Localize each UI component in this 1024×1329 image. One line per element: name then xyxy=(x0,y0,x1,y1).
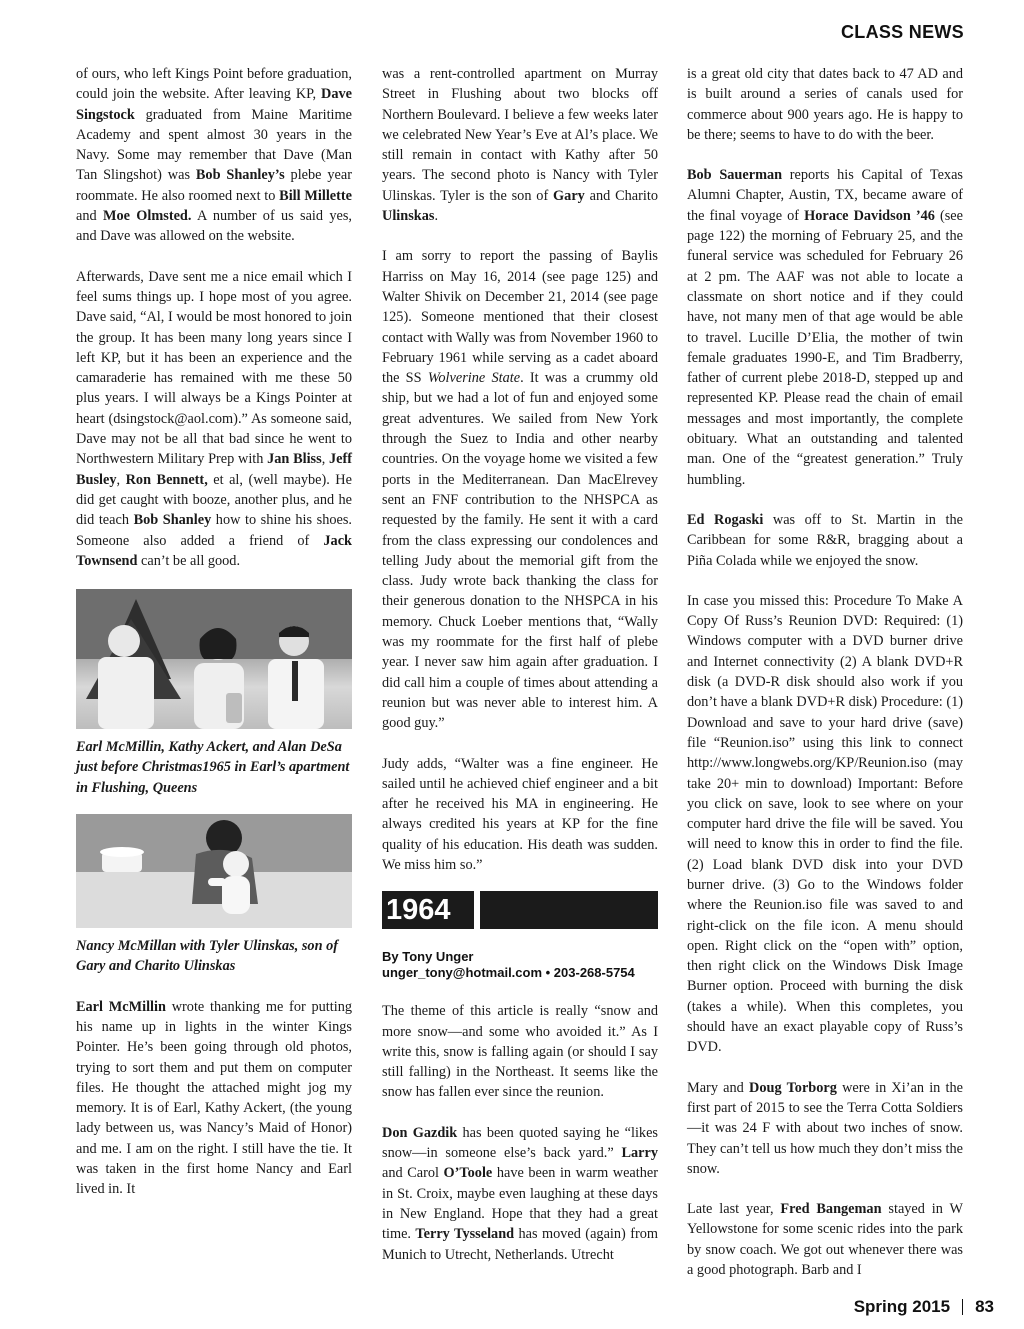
column-3 xyxy=(687,64,963,1280)
photo-nancy-tyler-image xyxy=(76,814,352,928)
photo-christmas-1965-image xyxy=(76,589,352,729)
text-run: In case you missed this: Procedure To Make A Copy Of Russ’s Reunion DVD: Required: (1) Windows computer with a DVD burner drive and Internet connectivity (2) A blank DVD+R disk (a DVD-R disk should also work if you don’t have a blank DVD+R disk) Procedure: (1) Download and save to your hard drive (save) file “Reunion.iso” using this link to connect http://www.longwebs.org/KP/Reunion.iso (may take 20+ min to download) Important: Before you click on save, look to see where on your computer hard drive the file will be saved. You will need to know this in order to find the file. (2) Load blank DVD disk into your DVD burner drive. (3) Go to the Windows folder where the Reunion.iso file was saved to and right-click on the file icon. A menu should open. Right click on the “open with” option, then right click on the Windows Disk Image Burner option. Proceed with burning the disk (takes a while). When this completes, you should have an exact playable copy of Russ’s DVD. xyxy=(687,592,963,1056)
text-run: were in Xi’an in the first part of 2015 to see the Terra Cotta Soldiers—it was 24 F with about two inches of snow. They can’t tell us how much they don’t miss the snow. xyxy=(687,1079,963,1177)
bold-name: Ed Rogaski xyxy=(687,511,764,528)
bold-name: Jack Townsend xyxy=(76,532,352,569)
text-run: is a great old city that dates back to 47 AD and is built around a series of canals used for commerce about 900 years ago. He is happy to be there; seems to have to do with the beer. xyxy=(687,66,963,143)
text-run: have been in warm weather in St. Croix, maybe even laughing at these days in New England. Hope that they had a great time. xyxy=(382,1165,658,1243)
byline-author: By Tony Unger xyxy=(382,949,474,965)
col1-paragraph-1 xyxy=(76,64,352,247)
col3-paragraph-4 xyxy=(687,591,963,1058)
col2-paragraph-1 xyxy=(382,64,658,226)
bold-name: Bill Millette xyxy=(279,187,353,204)
bold-name: Bob Sauerman xyxy=(687,167,783,184)
column-1 xyxy=(76,64,352,1200)
text-run: has been quoted saying he “likes snow—in someone else’s back yard.” xyxy=(382,1124,658,1162)
text-run: and Charito xyxy=(584,187,658,204)
text-run: , xyxy=(116,471,126,488)
text-run: . It was a crummy old ship, but we had a lot of fun and enjoyed some great adventures. We sailed from New York through the Suez to India and other nearby countries. On the voyage home we visited a few ports in the Mediterranean. Dan MacElrevey sent an FNF contribution to the NHSPCA as requested by the family. He sent it with a card from the class expressing our condolences and telling Judy about the memorial gift from the class. Judy wrote back thanking the class for their generous donation to the NHSPCA in his memory. Chuck Loeber mentions that, “Wally was my roommate for the first half of plebe year. I never saw him again after graduation. I did call him a couple of times about attending a reunion but was never able to interest him. A good guy.” xyxy=(382,370,658,732)
photo-caption-1: Earl McMillin, Kathy Ackert, and Alan DeSa just before Christmas1965 in Earl’s apartment in Flushing, Queens xyxy=(76,739,350,796)
text-run: stayed in W Yellowstone for some scenic rides into the park by snow coach. We got out whenever there was a good photograph. Barb and I xyxy=(687,1201,963,1279)
col2-paragraph-2 xyxy=(382,246,658,733)
text-run: wrote thanking me for putting his name up in lights in the winter Kings Pointer. He’s been going through old photos, trying to sort them and put them on computer files. He thought the attached might jog my memory. It is of Earl, Kathy Ackert, (the young lady between us, was Nancy’s Maid of Honor) and me. I am on the right. I still have the tie. It was taken in the first home Nancy and Earl lived in. It xyxy=(76,998,353,1198)
bold-name: Larry xyxy=(621,1145,658,1162)
photo-christmas-1965 xyxy=(76,589,352,729)
bold-name: O’Toole xyxy=(443,1165,493,1182)
section-title: CLASS NEWS xyxy=(840,22,964,42)
col3-paragraph-6 xyxy=(687,1199,963,1280)
text-run: I am sorry to report the passing of Baylis Harriss on May 16, 2014 (see page 125) and Walter Shivik on December 21, 2014 (see page 125). Someone mentioned that their closest contact with Wally was from November 1960 to February 1961 while serving as a cadet aboard the SS xyxy=(382,248,658,387)
bold-name: Horace Davidson ’46 xyxy=(804,207,935,224)
col3-paragraph-1 xyxy=(687,64,963,145)
bold-name: Doug Torborg xyxy=(749,1079,837,1096)
bold-name: Dave Singstock xyxy=(76,86,352,123)
banner-bar xyxy=(480,891,658,929)
text-run: and xyxy=(76,208,103,225)
text-run: of ours, who left Kings Point before graduation, could join the website. After leaving KP, xyxy=(76,66,352,103)
page-footer xyxy=(854,1297,994,1317)
text-run: A number of us said yes, and Dave was allowed on the website. xyxy=(76,208,352,245)
text-run: how to shine his shoes. Someone also added a friend of xyxy=(76,512,352,549)
text-run: graduated from Maine Maritime Academy and spent almost 30 years in the Navy. Some may remember that Dave (Man Tan Slingshot) was xyxy=(76,106,352,184)
col2-paragraph-5 xyxy=(382,1123,658,1265)
issue-label: Spring 2015 xyxy=(853,1297,951,1316)
bold-name: Gary xyxy=(553,187,585,204)
text-run: Late last year, xyxy=(687,1201,781,1218)
bold-name: Terry Tysseland xyxy=(415,1226,515,1243)
col2-paragraph-4 xyxy=(382,1001,658,1102)
photo-nancy-tyler xyxy=(76,814,352,928)
text-run: has moved (again) from Munich to Utrecht, Netherlands. Utrecht xyxy=(382,1226,658,1263)
col2-paragraph-3 xyxy=(382,754,658,876)
class-year-banner xyxy=(382,891,658,929)
text-run: and Carol xyxy=(382,1165,444,1182)
text-run: reports his Capital of Texas Alumni Chapter, Austin, TX, became aware of the final voyage of xyxy=(687,167,963,224)
byline xyxy=(382,949,658,981)
bold-name: Fred Bangeman xyxy=(780,1201,882,1218)
footer-separator xyxy=(962,1299,963,1315)
text-run: plebe year roommate. He also roomed next to xyxy=(76,167,352,204)
col3-paragraph-2 xyxy=(687,165,963,490)
byline-contact: unger_tony@hotmail.com • 203-268-5754 xyxy=(382,965,635,981)
text-run: Judy adds, “Walter was a fine engineer. He sailed until he achieved chief engineer and a bit after he received his MA in engineering. He always credited his years at KP for the fine quality of his education. His death was sudden. We miss him so.” xyxy=(382,755,658,873)
class-year-label: 1964 xyxy=(382,891,474,929)
photo-caption-2: Nancy McMillan with Tyler Ulinskas, son of Gary and Charito Ulinskas xyxy=(76,938,339,975)
text-run: was a rent-controlled apartment on Murray Street in Flushing about two blocks off Northern Boulevard. I believe a few weeks later we celebrated New Year’s Eve at Al’s place. We still remain in contact with Kathy after 50 years. The second photo is Nancy with Tyler Ulinskas. Tyler is the son of xyxy=(382,66,658,204)
col1-paragraph-2 xyxy=(76,267,352,571)
page-number: 83 xyxy=(975,1297,994,1316)
bold-name: Ulinskas xyxy=(382,208,435,225)
col1-paragraph-3 xyxy=(76,997,352,1200)
text-run: (see page 122) the morning of February 25, and the funeral service was scheduled for February 26 at 2 pm. The AAF was not able to locate a classmate on short notice and if they could have, not many men of that age would be able to travel. Lucille D’Elia, the mother of twin female graduates 1990-E, and Tim Bradberry, father of current plebe 2018-D, stepped up and represented KP. Please read the chain of email messages and most importantly, the complete obituary. What an outstanding and talented man. One of the “greatest generation.” Truly humbling. xyxy=(687,207,963,488)
bold-name: Ron Bennett, xyxy=(125,471,208,488)
bold-name: Earl McMillin xyxy=(76,998,166,1015)
text-run: et al, (well maybe). He did get caught with booze, another plus, and he did teach xyxy=(76,471,352,529)
italic-text: Wolverine State xyxy=(427,370,521,387)
col3-paragraph-3 xyxy=(687,510,963,571)
col3-paragraph-5 xyxy=(687,1078,963,1179)
bold-name: Bob Shanley xyxy=(133,512,212,529)
column-2 xyxy=(382,64,658,1265)
text-run: The theme of this article is really “snow and more snow—and some who avoided it.” As I write this, snow is falling again (or should I say still falling) in the Northeast. It seems like the snow has fallen ever since the reunion. xyxy=(382,1003,658,1101)
bold-name: Don Gazdik xyxy=(382,1124,458,1141)
text-run: can’t be all good. xyxy=(137,552,241,569)
text-run: Afterwards, Dave sent me a nice email which I feel sums things up. I hope most of you agree. Dave said, “Al, I would be most honored to join the group. It has been many long years since I left KP, but it has been an experience and the camaraderie has remained with me these 50 plus years. I will always be a Kings Pointer at heart (dsingstock@aol.com).” As someone said, Dave may not be all that bad since he went to Northwestern Military Prep with xyxy=(76,268,352,468)
text-run: . xyxy=(434,208,439,225)
text-run: was off to St. Martin in the Caribbean for some R&R, bragging about a Piña Colada while we enjoyed the snow. xyxy=(687,511,963,569)
bold-name: Bob Shanley’s xyxy=(195,167,285,184)
bold-name: Jeff Busley xyxy=(76,451,352,488)
bold-name: Jan Bliss xyxy=(267,451,322,468)
text-run: Mary and xyxy=(687,1079,750,1096)
bold-name: Moe Olmsted. xyxy=(102,208,192,225)
text-run: , xyxy=(321,451,329,468)
